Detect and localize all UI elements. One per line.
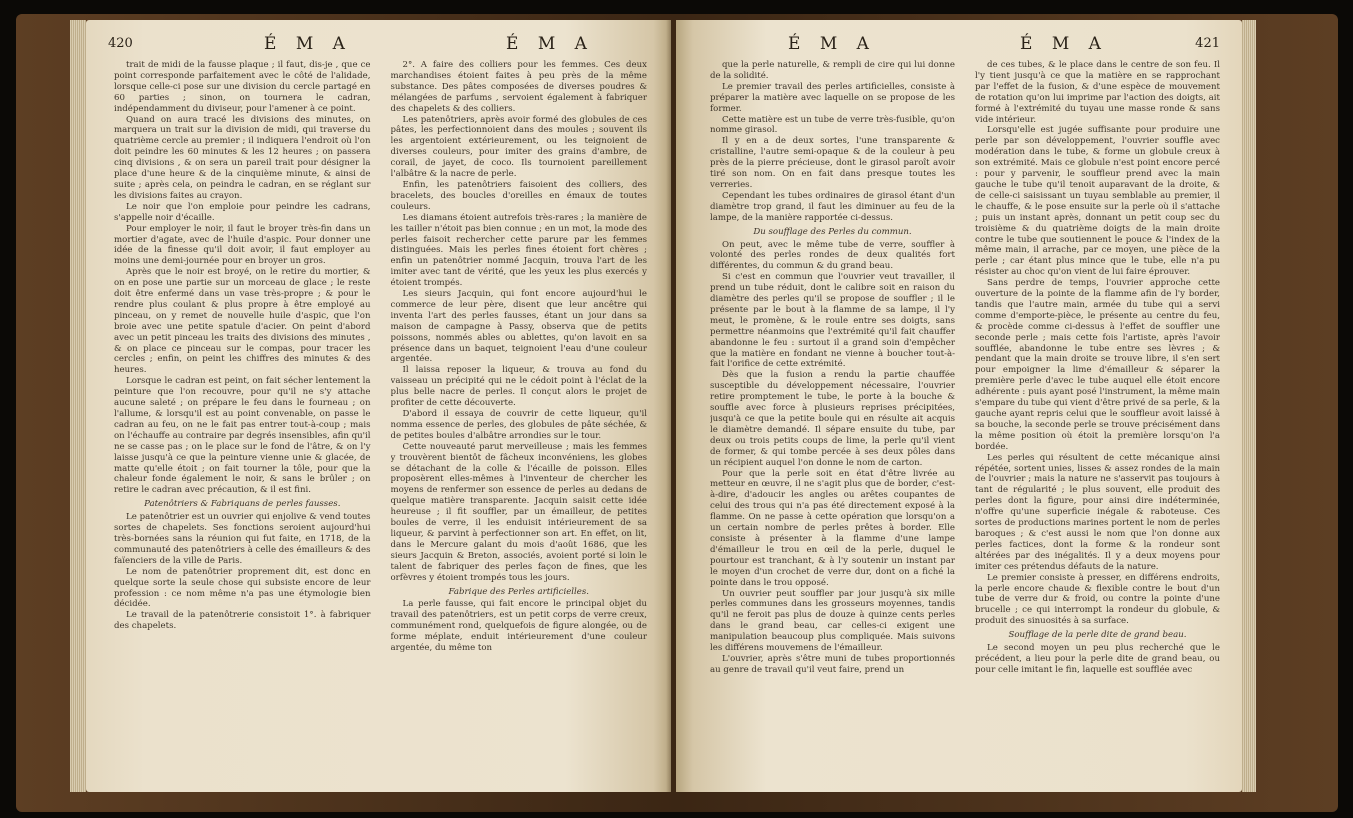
paragraph: Les patenôtriers, après avoir formé des globules de ces pâtes, les perfectionnoient dans des moules ; souvent ils les argentoient extérieurement, ou les teignoient de diverses couleurs, pour imiter des grains d'ambre, de corail, de jayet, de coco. Ils tournoient pareillement l'albâtre & la nacre de perle. xyxy=(390,114,647,180)
paragraph: Les diamans étoient autrefois très-rares ; la manière de les tailler n'étoit pas bien connue ; en un mot, la mode des perles faisoit rechercher cette parure par les femmes distinguées. Mais les perles fines étoient fort chères ; enfin un patenôtrier nommé Jacquin, trouva l'art de les imiter avec tant de vérité, que les yeux les plus exercés y étoient trompés. xyxy=(390,212,647,289)
paragraph: La perle fausse, qui fait encore le principal objet du travail des patenôtriers, est un petit corps de verre creux, communément rond, quelquefois de figure alongée, ou de forme méplate, enduit intérieurement d'une couleur argentée, du même ton xyxy=(390,599,647,654)
running-head: É M A xyxy=(1020,34,1108,54)
paragraph: Les sieurs Jacquin, qui font encore aujourd'hui le commerce de leur père, disent que leur ancêtre qui inventa l'art des perles fausses, étant un jour dans sa maison de campagne à Passy, observa que de petits poissons, nommés ables ou ablettes, qu'on lavoit en sa présence dans un baquet, teignoient l'eau d'une couleur argentée. xyxy=(390,289,647,365)
paragraph: Le travail de la patenôtrerie consistoit 1°. à fabriquer des chapelets. xyxy=(114,610,371,632)
paragraph: Il y en a de deux sortes, l'une transparente & cristalline, l'autre semi-opaque & de la couleur à peu près de la pierre précieuse, dont le girasol paroît avoir tiré son nom. On en fait dans presque toutes les verreries. xyxy=(710,136,955,190)
paragraph: Après que le noir est broyé, on le retire du mortier, & on en pose une partie sur un morceau de glace ; le reste doit être enfermé dans un vase très-propre ; & pour le rendre plus coulant & plus propre à être employé au pinceau, on y remet de nouvelle huile d'aspic, que l'on broie avec une petite spatule d'acier. On peint d'abord avec un petit pinceau les traits des divisions des minutes , & on place ce pinceau sur le compas, pour tracer les cercles ; enfin, on peint les chiffres des minutes & des heures. xyxy=(114,267,371,376)
text-column xyxy=(710,60,955,782)
left-page xyxy=(86,20,671,792)
running-head: É M A xyxy=(264,34,352,54)
paragraph: Quand on aura tracé les divisions des minutes, on marquera un trait sur la division de midi, qui traverse du quatrième cercle au premier ; il indiquera l'endroit où l'on doit peindre les 60 minutes & les 12 heures ; on passera cinq divisions , & on sera un pareil trait pour désigner la place d'une heure & de la cinquième minute, & ainsi de suite ; après cela, on peindra le cadran, en se réglant sur les divisions faites au crayon. xyxy=(114,114,371,201)
paragraph: Le second moyen un peu plus recherché que le précédent, a lieu pour la perle dite de grand beau, ou pour celle imitant le fin, laquelle est soufflée avec xyxy=(975,643,1220,675)
paragraph: Cependant les tubes ordinaires de girasol étant d'un diamètre trop grand, il faut les diminuer au feu de la lampe, de la manière rapportée ci-dessus. xyxy=(710,190,955,223)
paragraph: Lorsqu'elle est jugée suffisante pour produire une perle par son développement, l'ouvrier souffle avec modération dans le tube, & forme un globule creux à son extrémité. Mais ce globule n'est point encore percé : pour y parvenir, le souffleur prend avec la main gauche le tube qu'il tenoit auparavant de la droite, & de celle-ci saisissant un tuyau semblable au premier, il le chauffe, & le pose ensuite sur la perle où il s'attache ; puis un instant après, donnant un petit coup sec du troisième & du quatrième doigts de la main droite contre le tube que soutiennent le pouce & l'index de la même main, il arrache, par ce moyen, une pièce de la perle ; car étant plus mince que le tube, elle n'a pu résister au choc qu'on vient de lui faire éprouver. xyxy=(975,125,1220,278)
text-column xyxy=(391,60,648,782)
right-page-header xyxy=(676,34,1242,58)
paragraph: L'ouvrier, après s'être muni de tubes proportionnés au genre de travail qu'il veut faire, prend un xyxy=(710,653,955,675)
paragraph: Dès que la fusion a rendu la partie chauffée susceptible du développement nécessaire, l'ouvrier retire promptement le tube, le porte à la bouche & souffle avec force à plusieurs reprises précipitées, jusqu'à ce que la petite boule qui en résulte ait acquis le diamètre demandé. Il sépare ensuite du tube, par deux ou trois petits coups de lime, la perle qu'il vient de former, & qui tombe percée à ses deux pôles dans un récipient auquel l'on donne le nom de carton. xyxy=(710,370,955,468)
paragraph: Les perles qui résultent de cette mécanique ainsi répétée, sortent unies, lisses & assez rondes de la main de l'ouvrier ; mais la nature ne s'asservit pas toujours à tant de régularité ; le plus souvent, elle produit des perles dont la figure, pour ainsi dire indéterminée, n'offre qu'une superficie inégale & raboteuse. Ces sortes de productions marines portent le nom de perles baroques ; & c'est aussi le nom que l'on donne aux perles factices, dont la forme & la rondeur sont altérées par des inégalités. Il y a deux moyens pour imiter ces prétendus défauts de la nature. xyxy=(975,452,1220,572)
text-column xyxy=(114,60,371,782)
paragraph: Le nom de patenôtrier proprement dit, est donc en quelque sorte la seule chose qui subsiste encore de leur profession : ce nom même n'a pas une étymologie bien décidée. xyxy=(114,566,371,610)
section-heading: Patenôtriers & Fabriquans de perles fausses. xyxy=(144,499,341,510)
paragraph: 2°. A faire des colliers pour les femmes. Ces deux marchandises étoient faites à peu près de la même substance. Des pâtes composées de diverses poudres & mélangées de parfums , servoient également à fabriquer des chapelets & des colliers. xyxy=(390,60,647,114)
paragraph: Cette nouveauté parut merveilleuse ; mais les femmes y trouvèrent bientôt de fâcheux inconvéniens, les globes se détachant de la colle & l'écaille de poisson. Elles proposèrent elles-mêmes à l'inventeur de chercher les moyens de renfermer son essence de perles au dedans de quelque matière transparente. Jacquin saisit cette idée heureuse ; il fit souffler, par un émailleur, de petites boules de verre, il les enduisit intérieurement de sa liqueur, & parvint à perfectionner son art. En effet, on lit, dans le Mercure galant du mois d'août 1686, que les sieurs Jacquin & Breton, associés, avoient porté si loin le talent de fabriquer des perles façon de fines, que les orfèvres y étoient trompés tous les jours. xyxy=(390,441,647,583)
paragraph: Le noir que l'on emploie pour peindre les cadrans, s'appelle noir d'écaille. xyxy=(114,201,371,223)
paragraph: de ces tubes, & le place dans le centre de son feu. Il l'y tient jusqu'à ce que la matière en se rapprochant par l'effet de la fusion, & d'une espèce de mouvement de rotation qu'on lui imprime par l'action des doigts, ait formé à l'extrémité du tuyau une masse ronde & sans vide intérieur. xyxy=(975,60,1220,125)
paragraph: Un ouvrier peut souffler par jour jusqu'à six mille perles communes dans les grosseurs moyennes, tandis qu'il ne feroit pas plus de douze à quinze cents perles dans le grand beau, car celles-ci exigent une manipulation beaucoup plus compliquée. Mais suivons les différens mouvemens de l'émailleur. xyxy=(710,588,955,654)
paragraph: Si c'est en commun que l'ouvrier veut travailler, il prend un tube réduit, dont le calibre soit en raison du diamètre des perles qu'il se propose de souffler ; il le présente par le bout à la flamme de sa lampe, il l'y meut, le promène, & le roule entre ses doigts, sans permettre néanmoins que l'extrémité qu'il fait chauffer abandonne le feu : surtout il a grand soin d'empêcher que la matière en fondant ne vienne à boucher tout-à-fait l'orifice de cette extrémité. xyxy=(710,272,955,370)
running-head: É M A xyxy=(506,34,594,54)
paragraph: Il laissa reposer la liqueur, & trouva au fond du vaisseau un précipité qui ne le cédoit point à l'éclat de la plus belle nacre de perles. Il conçut alors le projet de profiter de cette découverte. xyxy=(390,365,647,409)
paragraph: Enfin, les patenôtriers faisoient des colliers, des bracelets, des boucles d'oreilles en émaux de toutes couleurs. xyxy=(390,179,647,212)
paragraph: On peut, avec le même tube de verre, souffler à volonté des perles rondes de deux qualités fort différentes, du commun & du grand beau. xyxy=(710,239,955,272)
paragraph: Le premier travail des perles artificielles, consiste à préparer la matière avec laquelle on se propose de les former. xyxy=(710,81,955,114)
paragraph: que la perle naturelle, & rempli de cire qui lui donne de la solidité. xyxy=(710,60,955,81)
page-number: 421 xyxy=(1195,36,1220,51)
paragraph: Pour que la perle soit en état d'être livrée au metteur en œuvre, il ne s'agit plus que de border, c'est-à-dire, d'adoucir les angles ou arêtes coupantes de celui des trous qui n'a pas été directement exposé à la flamme. On ne passe à cette opération que lorsqu'on a un certain nombre de perles prêtes à border. Elle consiste à présenter à la flamme d'une lampe d'émailleur le trou en œil de la perle, duquel le pourtour est tranchant, & à l'y soutenir un instant par le moyen d'un crochet de verre dur, dont on a fiché la pointe dans le trou opposé. xyxy=(710,468,955,588)
page-number: 420 xyxy=(108,36,133,51)
paragraph: Sans perdre de temps, l'ouvrier approche cette ouverture de la pointe de la flamme afin de l'y border, tandis que l'autre main, armée du tube qui a servi comme d'emporte-pièce, le présente au centre du feu, & procède comme ci-dessus à l'effet de souffler une seconde perle ; mais cette fois l'artiste, après l'avoir soufflée, abandonne le tube entre ses lèvres ; & pendant que la main droite se trouve libre, il s'en sert pour empoigner la lime d'émailleur & séparer la première perle d'avec le tube auquel elle étoit encore adhérente : puis ayant posé l'instrument, la même main s'empare du tube qui vient d'être privé de sa perle, & la gauche ayant repris celui que le souffleur avoit laissé à sa bouche, la seconde perle se trouve précisément dans la même position où étoit la première lorsqu'on l'a bordée. xyxy=(975,278,1220,452)
paragraph: D'abord il essaya de couvrir de cette liqueur, qu'il nomma essence de perles, des globules de pâte séchée, & de petites boules d'albâtre arrondies sur le tour. xyxy=(390,409,647,441)
section-heading: Fabrique des Perles artificielles. xyxy=(448,586,590,597)
paragraph: Le premier consiste à presser, en différens endroits, la perle encore chaude & flexible contre le bout d'un tube de verre dur & froid, ou contre la pointe d'une brucelle ; ce qui interrompt la rondeur du globule, & produit des sinuosités à sa surface. xyxy=(975,572,1220,627)
left-page-edges xyxy=(70,20,86,792)
section-heading: Du soufflage des Perles du commun. xyxy=(753,226,912,237)
right-page xyxy=(676,20,1242,792)
paragraph: trait de midi de la fausse plaque ; il faut, dis-je , que ce point corresponde parfaitement avec le côté de l'alidade, lorsque celle-ci pose sur une division du cercle partagé en 60 parties ; sinon, on tournera le cadran, indépendamment du diviseur, pour l'amener à ce point. xyxy=(114,60,371,114)
paragraph: Cette matière est un tube de verre très-fusible, qu'on nomme girasol. xyxy=(710,114,955,136)
paragraph: Pour employer le noir, il faut le broyer très-fin dans un mortier d'agate, avec de l'huile d'aspic. Pour donner une idée de la finesse qu'il doit avoir, il faut employer au moins une demi-journée pour en broyer un gros. xyxy=(114,223,371,267)
section-heading: Soufflage de la perle dite de grand beau. xyxy=(1008,630,1187,641)
text-column xyxy=(975,60,1220,782)
right-page-edges xyxy=(1242,20,1256,792)
running-head: É M A xyxy=(788,34,876,54)
paragraph: Le patenôtrier est un ouvrier qui enjolive & vend toutes sortes de chapelets. Ses fonctions seroient aujourd'hui très-bornées sans la réunion qui fut faite, en 1718, de la communauté des patenôtriers à celle des émailleurs & des faïenciers de la ville de Paris. xyxy=(114,512,371,566)
left-page-header xyxy=(86,34,671,58)
paragraph: Lorsque le cadran est peint, on fait sécher lentement la peinture que l'on recouvre, pour qu'il ne s'y attache aucune saleté ; on prépare le feu dans le fourneau ; on l'allume, & lorsqu'il est au point convenable, on passe le cadran au feu, on ne le fait pas entrer tout-à-coup ; mais on l'échauffe au contraire par degrés insensibles, afin qu'il ne se casse pas ; on le place sur le fond de l'âtre, & on l'y laisse jusqu'à ce que la peinture vienne unie & glacée, de matte qu'elle étoit ; on fait tourner la tôle, pour que la chaleur fonde également le noir, & sans le brûler ; on retire le cadran avec précaution, & il est fini. xyxy=(114,376,371,496)
